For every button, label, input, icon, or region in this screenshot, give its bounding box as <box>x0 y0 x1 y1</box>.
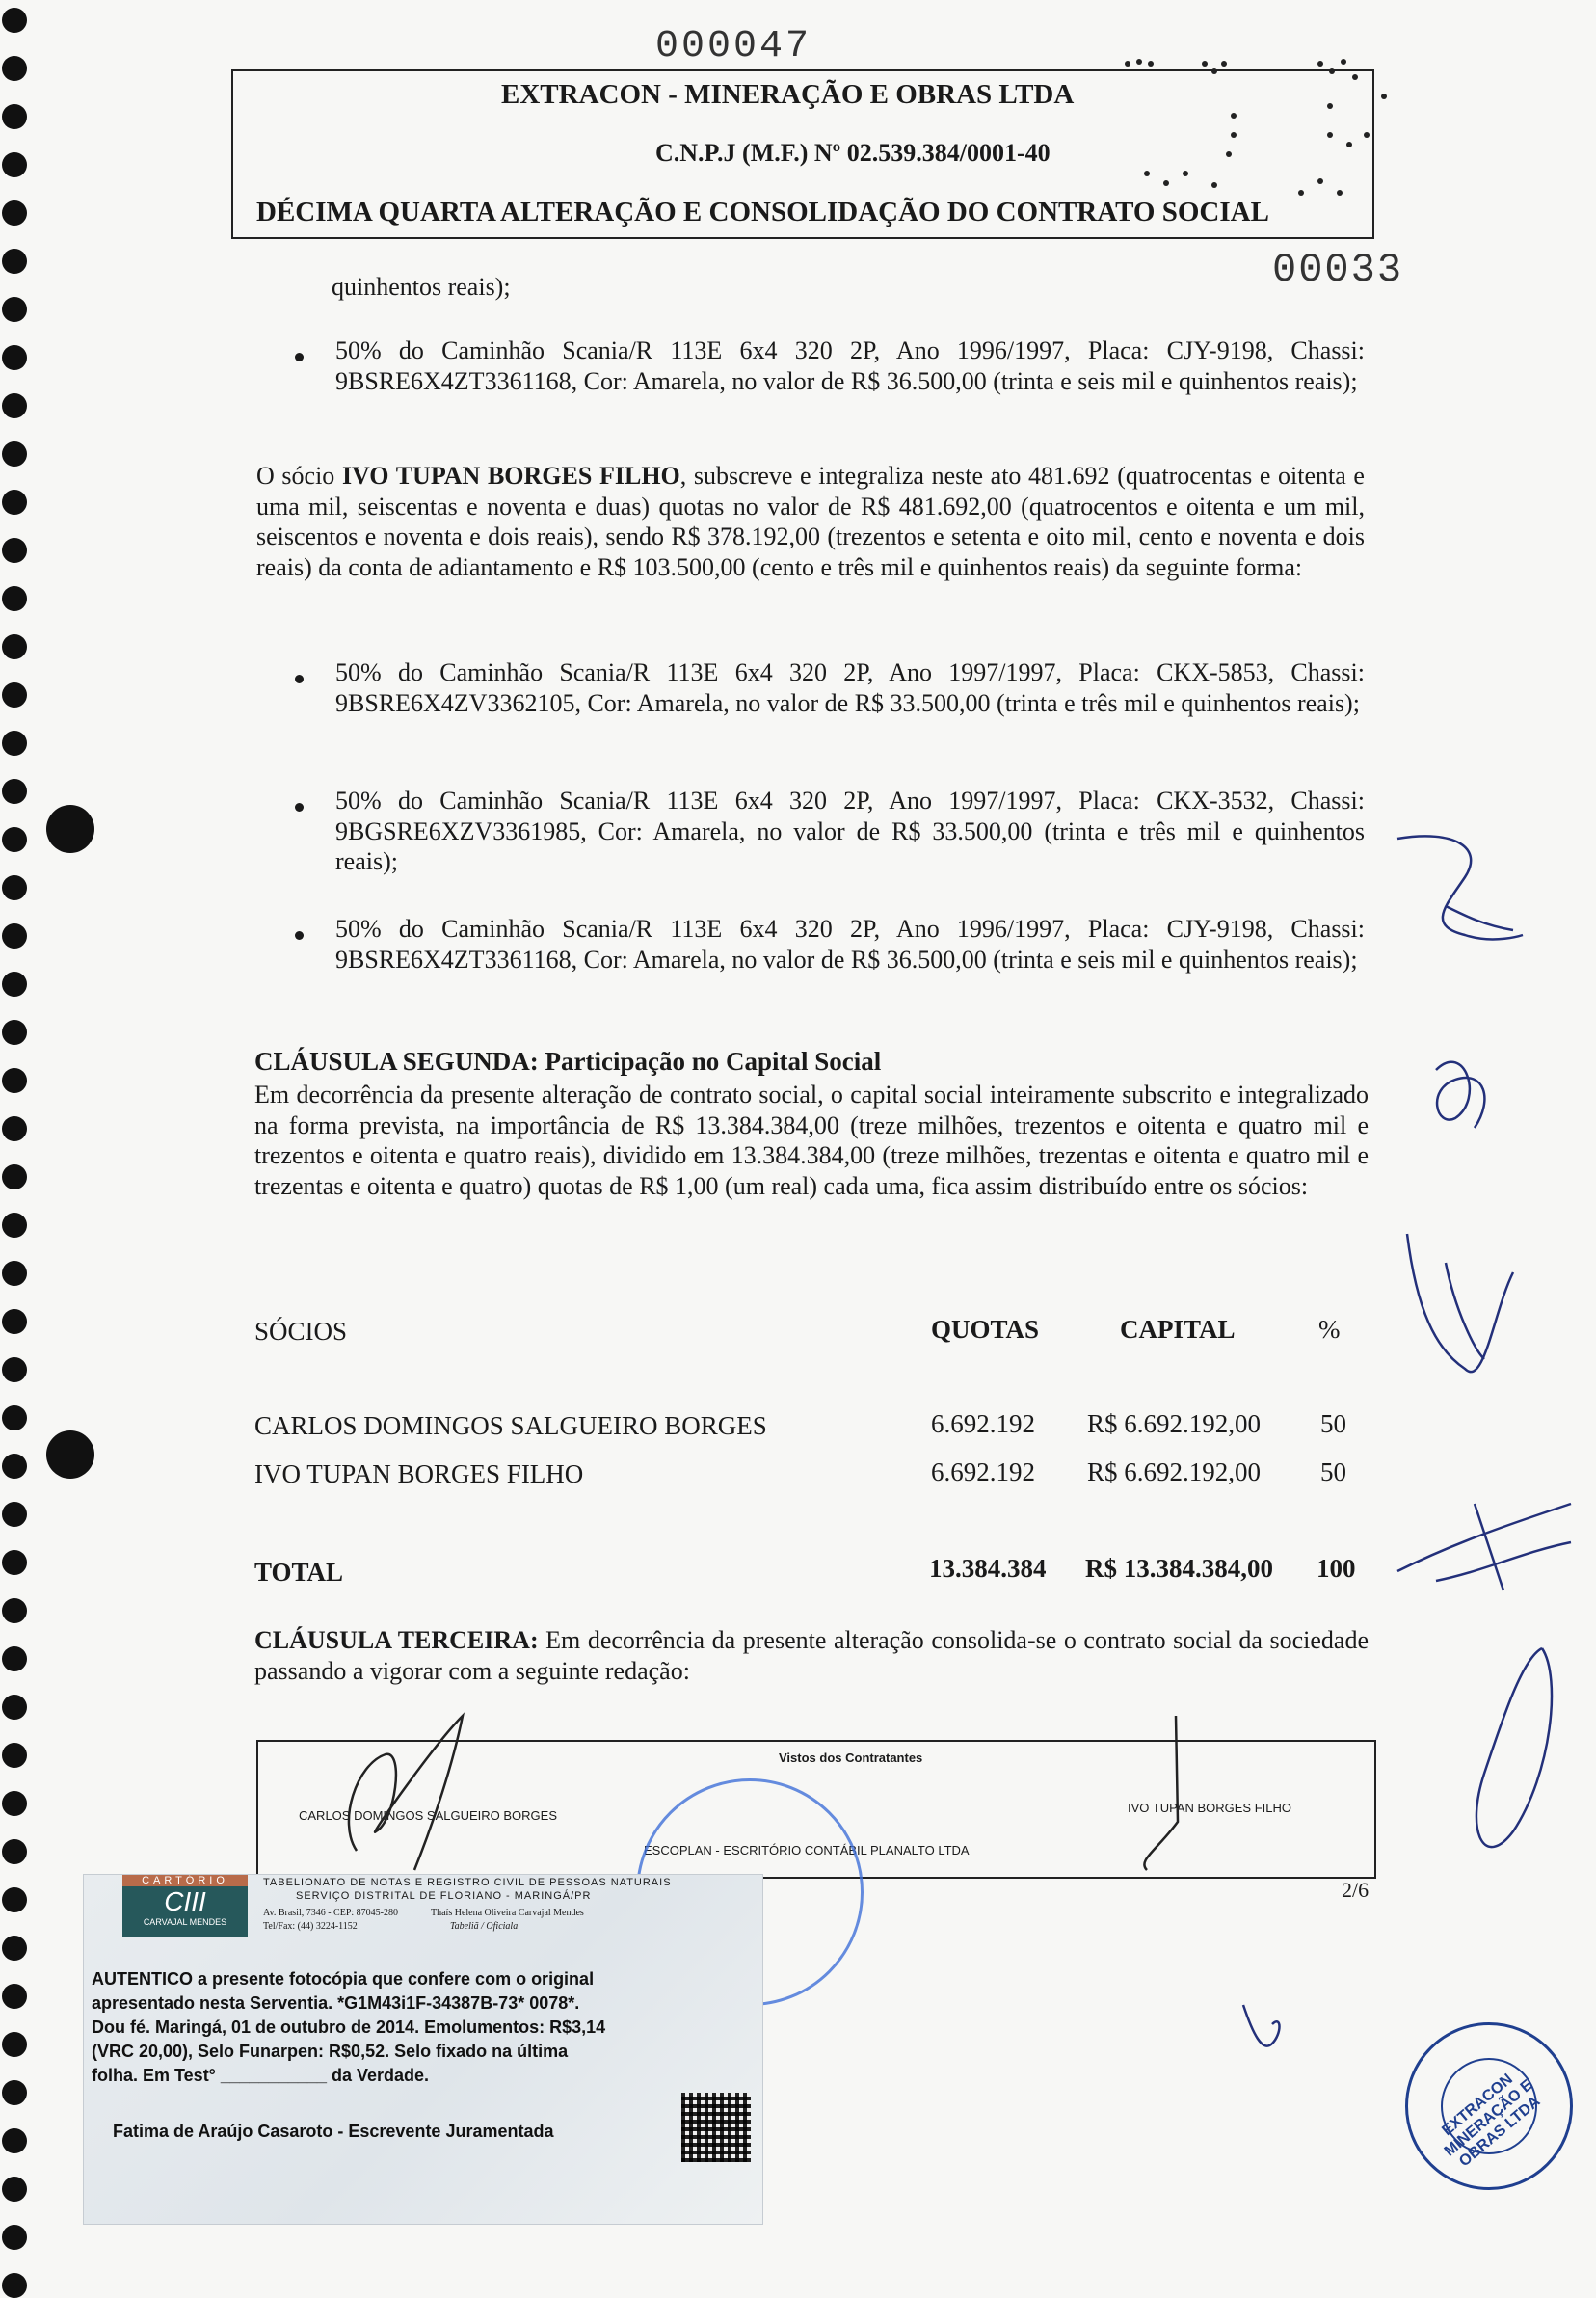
text-line-top: quinhentos reais); <box>332 273 511 301</box>
binder-hole <box>2 2225 27 2250</box>
binder-hole <box>2 1550 27 1575</box>
bullet-marker <box>295 675 304 683</box>
company-name: EXTRACON - MINERAÇÃO E OBRAS LTDA <box>501 79 1075 110</box>
binder-hole <box>2 1984 27 2009</box>
binder-hole <box>2 56 27 81</box>
binder-hole <box>2 297 27 322</box>
paragraph-prefix: O sócio <box>256 462 342 490</box>
bullet-marker <box>295 803 304 812</box>
binder-hole <box>2 490 27 515</box>
paragraph-rest: , subscreve e integraliza neste ato 481.692 (quatrocentas e oitenta e uma mil, seiscentas e noventa e duas) quotas no valor de R$ 481.692,00 (quatrocentos e oitenta e um mil, seiscentos e noventa e dois reais), sendo R$ 378.192,00 (trezentos e setenta e oito mil, cento e noventa e dois reais) da conta de adiantamento e R$ 103.500,00 (cento e três mil e quinhentos reais) da seguinte forma: <box>256 462 1365 581</box>
perforated-stamp <box>1108 58 1388 222</box>
binder-hole <box>2 1020 27 1045</box>
binder-hole <box>2 2177 27 2202</box>
binder-hole <box>2 104 27 129</box>
binder-hole <box>2 1116 27 1141</box>
binder-hole <box>2 1502 27 1527</box>
table-total-capital: R$ 13.384.384,00 <box>1085 1554 1273 1583</box>
binder-hole <box>2 8 27 33</box>
binder-hole <box>2 345 27 370</box>
initial-mark <box>1234 1995 1291 2072</box>
binder-hole <box>2 1164 27 1189</box>
binder-hole <box>2 827 27 852</box>
notary-phone: Tel/Fax: (44) 3224-1152 <box>263 1921 358 1932</box>
binder-hole <box>2 1936 27 1961</box>
binder-hole <box>2 441 27 467</box>
binder-hole <box>46 805 94 853</box>
notary-tabelia-role: Tabeliã / Oficiala <box>450 1921 519 1932</box>
binder-hole <box>2 2080 27 2105</box>
table-total-label: TOTAL <box>254 1558 344 1587</box>
binder-hole <box>2 2128 27 2153</box>
signature-left-name: CARLOS DOMINGOS SALGUEIRO BORGES <box>299 1808 557 1823</box>
binder-hole <box>2 152 27 177</box>
accounting-office: ESCOPLAN - ESCRITÓRIO CONTÁBIL PLANALTO LTDA <box>644 1843 970 1857</box>
signature-carlos <box>318 1706 511 1880</box>
notary-tabelia-name: Thaís Helena Oliveira Carvajal Mendes <box>431 1908 584 1918</box>
notary-authentication-stamp <box>83 1874 763 2225</box>
bullet-marker <box>295 353 304 361</box>
binder-hole <box>2 1598 27 1623</box>
binder-hole <box>2 538 27 563</box>
clausula-segunda-text: Em decorrência da presente alteração de contrato social, o capital social inteiramente subscrito e integralizado na forma prevista, na importância de R$ 13.384.384,00 (treze milhões, trezentos e oitenta e quatro mil e trezentos e oitenta e quatro reais), dividido em 13.384.384,00 (treze milhões, trezentas e oitenta e quatro mil e trezentas e oitenta e quatro) quotas de R$ 1,00 (um real) cada uma, fica assim distribuído entre os sócios: <box>254 1081 1369 1200</box>
notary-line2: SERVIÇO DISTRITAL DE FLORIANO - MARINGÁ/PR <box>296 1890 592 1902</box>
table-row-capital: R$ 6.692.192,00 <box>1087 1409 1262 1438</box>
binder-hole <box>2 1695 27 1720</box>
bullet-item-truck-ckx5853: 50% do Caminhão Scania/R 113E 6x4 320 2P, Ano 1997/1997, Placa: CKX-5853, Chassi: 9BSRE6X4ZV3362105, Cor: Amarela, no valor de R$ 33.500,00 (trinta e três mil e quinhentos reais); <box>335 658 1365 717</box>
notary-address: Av. Brasil, 7346 - CEP: 87045-280 <box>263 1908 398 1918</box>
binder-hole <box>2 1405 27 1430</box>
binder-hole <box>2 1357 27 1382</box>
auth-line-5: folha. Em Test° ___________ da Verdade. <box>92 2066 430 2085</box>
bullet-item-truck-cjy9198-b: 50% do Caminhão Scania/R 113E 6x4 320 2P, Ano 1996/1997, Placa: CJY-9198, Chassi: 9BSRE6X4ZT3361168, Cor: Amarela, no valor de R$ 36.500,00 (trinta e seis mil e quinhentos reais); <box>335 915 1365 974</box>
binder-hole <box>2 779 27 804</box>
clausula-terceira-title: CLÁUSULA TERCEIRA: <box>254 1626 539 1654</box>
clausula-terceira-text: Em decorrência da presente alteração consolida-se o contrato social da sociedade passando a vigorar com a seguinte redação: <box>254 1626 1370 1685</box>
binder-hole <box>46 1430 94 1479</box>
table-header-percent: % <box>1318 1315 1341 1344</box>
table-header-capital: CAPITAL <box>1120 1315 1236 1344</box>
signature-ivo <box>1118 1706 1234 1889</box>
page-number: 2/6 <box>1342 1878 1370 1902</box>
company-cnpj: C.N.P.J (M.F.) Nº 02.539.384/0001-40 <box>655 139 1051 167</box>
auth-line-3: Dou fé. Maringá, 01 de outubro de 2014. Emolumentos: R$3,14 <box>92 2017 606 2037</box>
binder-hole <box>2 972 27 997</box>
notary-logo-main: CIII <box>164 1886 206 1916</box>
binder-hole <box>2 1791 27 1816</box>
table-row-percent: 50 <box>1320 1457 1346 1486</box>
table-header-quotas: QUOTAS <box>931 1315 1040 1344</box>
binder-hole <box>2 1887 27 1912</box>
binder-hole <box>2 249 27 274</box>
qr-code <box>681 2093 751 2162</box>
doc-number-top: 000047 <box>655 25 812 68</box>
binder-hole <box>2 1068 27 1093</box>
binder-hole <box>2 1213 27 1238</box>
binder-hole <box>2 731 27 756</box>
clausula-terceira <box>254 1625 1369 1686</box>
notary-line1: TABELIONATO DE NOTAS E REGISTRO CIVIL DE PESSOAS NATURAIS <box>263 1877 672 1888</box>
binder-hole <box>2 1309 27 1334</box>
bullet-item-truck-cjy9198-a: 50% do Caminhão Scania/R 113E 6x4 320 2P, Ano 1996/1997, Placa: CJY-9198, Chassi: 9BSRE6X4ZT3361168, Cor: Amarela, no valor de R$ 36.500,00 (trinta e seis mil e quinhentos reais); <box>335 336 1365 395</box>
table-row-name: IVO TUPAN BORGES FILHO <box>254 1459 584 1488</box>
paragraph-socio-ivo <box>256 461 1365 582</box>
binder-hole <box>2 634 27 659</box>
table-row-percent: 50 <box>1320 1409 1346 1438</box>
binder-hole <box>2 586 27 611</box>
clausula-segunda-title: CLÁUSULA SEGUNDA: Participação no Capital Social <box>254 1047 882 1076</box>
binder-hole <box>2 875 27 900</box>
table-row-name: CARLOS DOMINGOS SALGUEIRO BORGES <box>254 1411 767 1440</box>
table-header-socios: SÓCIOS <box>254 1317 348 1346</box>
binder-hole <box>2 1646 27 1671</box>
binder-holes <box>0 0 39 2292</box>
notary-logo <box>122 1875 248 1937</box>
company-seal-text: EXTRACON MINERAÇÃO E OBRAS LTDA <box>1439 2071 1544 2171</box>
signature-right-name: IVO TUPAN BORGES FILHO <box>1128 1801 1291 1815</box>
table-row-quotas: 6.692.192 <box>931 1409 1035 1438</box>
notary-logo-top: CARTÓRIO <box>122 1875 248 1886</box>
binder-hole <box>2 1743 27 1768</box>
signature-header: Vistos dos Contratantes <box>779 1750 923 1765</box>
binder-hole <box>2 1261 27 1286</box>
table-total-percent: 100 <box>1317 1554 1356 1583</box>
alteration-title: DÉCIMA QUARTA ALTERAÇÃO E CONSOLIDAÇÃO DO CONTRATO SOCIAL <box>256 197 1269 227</box>
binder-hole <box>2 1839 27 1864</box>
doc-number-right: 00033 <box>1272 247 1404 293</box>
binder-hole <box>2 682 27 708</box>
table-total-quotas: 13.384.384 <box>929 1554 1047 1583</box>
auth-line-2: apresentado nesta Serventia. *G1M43i1F-34387B-73* 0078*. <box>92 1993 580 2013</box>
margin-initials <box>1378 810 1590 2063</box>
auth-line-4: (VRC 20,00), Selo Funarpen: R$0,52. Selo fixado na última <box>92 2042 569 2061</box>
binder-hole <box>2 2032 27 2057</box>
binder-hole <box>2 200 27 226</box>
auth-line-1: AUTENTICO a presente fotocópia que confere com o original <box>92 1969 595 1989</box>
bullet-marker <box>295 931 304 940</box>
binder-hole <box>2 393 27 418</box>
notary-clerk: Fatima de Araújo Casaroto - Escrevente Juramentada <box>113 2122 554 2141</box>
binder-hole <box>2 923 27 949</box>
socio-name: IVO TUPAN BORGES FILHO <box>341 462 680 490</box>
table-row-capital: R$ 6.692.192,00 <box>1087 1457 1262 1486</box>
company-seal <box>1405 2022 1573 2190</box>
notary-logo-sub: CARVAJAL MENDES <box>143 1917 227 1927</box>
binder-hole <box>2 2273 27 2298</box>
table-row-quotas: 6.692.192 <box>931 1457 1035 1486</box>
binder-hole <box>2 1454 27 1479</box>
bullet-item-truck-ckx3532: 50% do Caminhão Scania/R 113E 6x4 320 2P, Ano 1997/1997, Placa: CKX-3532, Chassi: 9BGSRE6XZV3361985, Cor: Amarela, no valor de R$ 33.500,00 (trinta e três mil e quinhentos reais); <box>335 787 1365 875</box>
